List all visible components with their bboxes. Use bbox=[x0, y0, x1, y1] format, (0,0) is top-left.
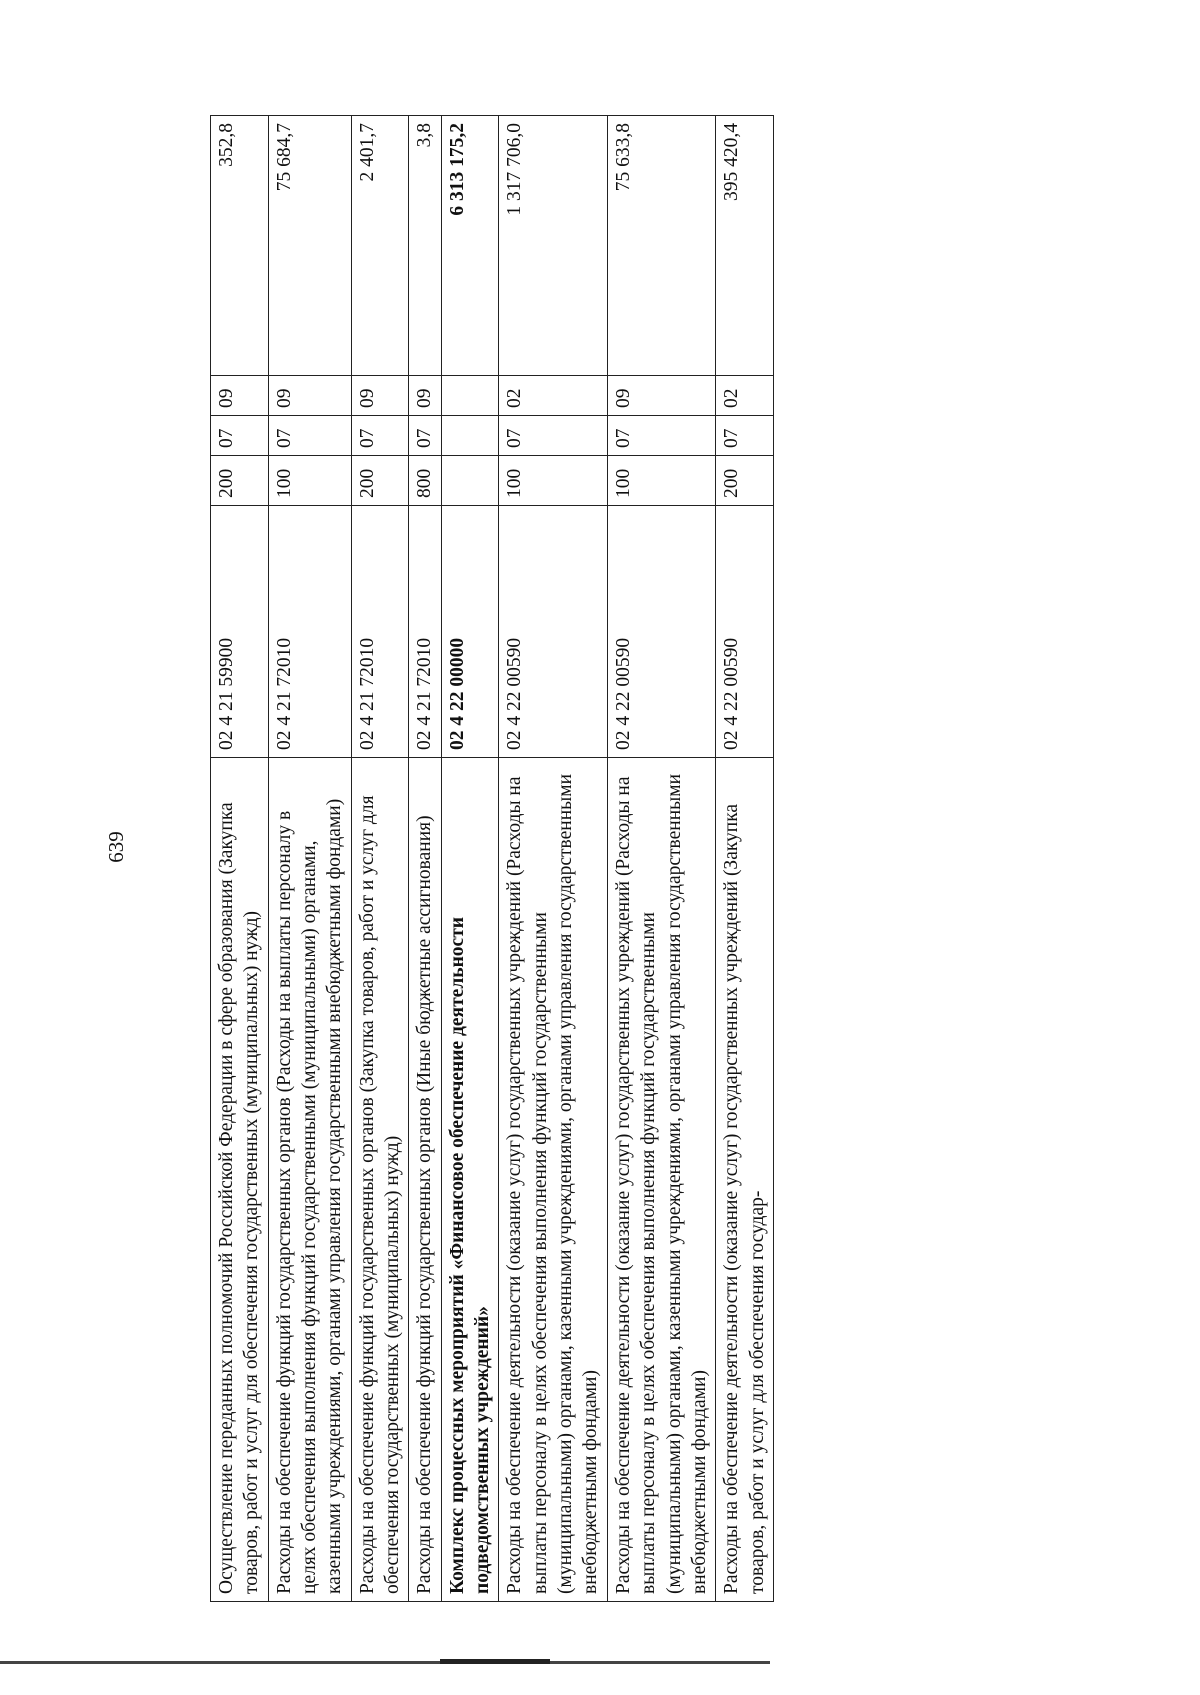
row-target-code: 02 4 22 00000 bbox=[441, 506, 499, 758]
row-amount: 1 317 706,0 bbox=[499, 116, 607, 376]
row-name: Расходы на обеспечение функций государственных органов (Закупка товаров, работ и услуг для обеспечения государственных (муниципальных) нужд) bbox=[351, 758, 409, 1602]
row-target-code: 02 4 21 72010 bbox=[351, 506, 409, 758]
row-section: 07 bbox=[716, 416, 774, 456]
row-expense-type: 100 bbox=[499, 456, 607, 506]
row-name: Расходы на обеспечение деятельности (оказание услуг) государственных учреждений (Расходы на выплаты персоналу в целях обеспечения выполнения функций государственными (муниципальными) органами, казенными учреждениями, органами управления государственными внебюджетными фондами) bbox=[607, 758, 715, 1602]
row-amount: 75 633,8 bbox=[607, 116, 715, 376]
table-row bbox=[211, 116, 269, 1602]
row-expense-type: 100 bbox=[607, 456, 715, 506]
row-subsection: 02 bbox=[499, 376, 607, 416]
row-target-code: 02 4 22 00590 bbox=[499, 506, 607, 758]
bottom-rule bbox=[0, 1661, 770, 1664]
row-amount: 75 684,7 bbox=[268, 116, 351, 376]
row-expense-type: 200 bbox=[351, 456, 409, 506]
page-number: 639 bbox=[104, 831, 128, 863]
row-name: Расходы на обеспечение деятельности (оказание услуг) государственных учреждений (Расходы на выплаты персоналу в целях обеспечения выполнения функций государственными (муниципальными) органами, казенными учреждениями, органами управления государственными внебюджетными фондами) bbox=[499, 758, 607, 1602]
row-target-code: 02 4 21 72010 bbox=[268, 506, 351, 758]
row-subsection: 09 bbox=[268, 376, 351, 416]
table-row bbox=[268, 116, 351, 1602]
row-subsection: 09 bbox=[351, 376, 409, 416]
row-section: 07 bbox=[499, 416, 607, 456]
table-row bbox=[716, 116, 774, 1602]
row-amount: 2 401,7 bbox=[351, 116, 409, 376]
row-expense-type: 200 bbox=[716, 456, 774, 506]
row-section: 07 bbox=[211, 416, 269, 456]
row-name: Осуществление переданных полномочий Российской Федерации в сфере образования (Закупка товаров, работ и услуг для обеспечения государственных (муниципальных) нужд) bbox=[211, 758, 269, 1602]
row-name: Расходы на обеспечение деятельности (оказание услуг) государственных учреждений (Закупка товаров, работ и услуг для обеспечения государ- bbox=[716, 758, 774, 1602]
table-row bbox=[351, 116, 409, 1602]
row-section bbox=[441, 416, 499, 456]
budget-table bbox=[210, 115, 774, 1602]
row-target-code: 02 4 21 59900 bbox=[211, 506, 269, 758]
row-expense-type: 200 bbox=[211, 456, 269, 506]
table-row bbox=[607, 116, 715, 1602]
row-amount: 395 420,4 bbox=[716, 116, 774, 376]
rotated-table-container bbox=[210, 116, 1068, 1602]
row-amount: 3,8 bbox=[409, 116, 441, 376]
table-row bbox=[499, 116, 607, 1602]
row-amount: 6 313 175,2 bbox=[441, 116, 499, 376]
row-amount: 352,8 bbox=[211, 116, 269, 376]
row-subsection: 02 bbox=[716, 376, 774, 416]
row-target-code: 02 4 21 72010 bbox=[409, 506, 441, 758]
row-target-code: 02 4 22 00590 bbox=[607, 506, 715, 758]
row-expense-type bbox=[441, 456, 499, 506]
row-expense-type: 100 bbox=[268, 456, 351, 506]
row-name: Комплекс процессных мероприятий «Финансовое обеспечение деятельности подведомственных учреждений» bbox=[441, 758, 499, 1602]
row-section: 07 bbox=[607, 416, 715, 456]
row-subsection: 09 bbox=[409, 376, 441, 416]
row-target-code: 02 4 22 00590 bbox=[716, 506, 774, 758]
row-subsection bbox=[441, 376, 499, 416]
row-section: 07 bbox=[268, 416, 351, 456]
row-name: Расходы на обеспечение функций государственных органов (Иные бюджетные ассигнования) bbox=[409, 758, 441, 1602]
row-section: 07 bbox=[409, 416, 441, 456]
row-expense-type: 800 bbox=[409, 456, 441, 506]
table-row-bold bbox=[441, 116, 499, 1602]
row-section: 07 bbox=[351, 416, 409, 456]
bottom-rule-mark bbox=[440, 1659, 550, 1664]
table-row bbox=[409, 116, 441, 1602]
row-subsection: 09 bbox=[607, 376, 715, 416]
row-subsection: 09 bbox=[211, 376, 269, 416]
row-name: Расходы на обеспечение функций государственных органов (Расходы на выплаты персоналу в целях обеспечения выполнения функций государственными (муниципальными) органами, казенными учреждениями, органами управления государственными внебюджетными фондами) bbox=[268, 758, 351, 1602]
